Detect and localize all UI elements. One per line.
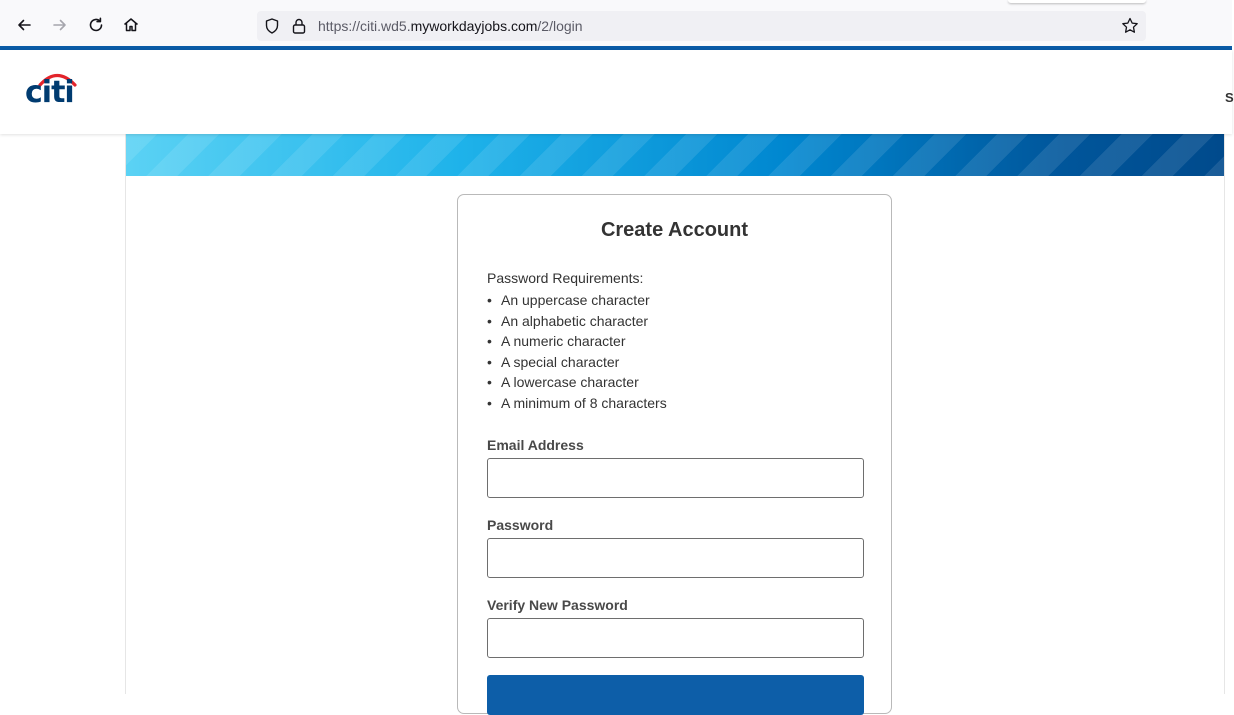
requirement-item: • A minimum of 8 characters (487, 393, 667, 414)
card-title: Create Account (600, 219, 749, 241)
hero-banner (126, 134, 1224, 176)
password-requirements-list (487, 290, 667, 413)
create-account-card (457, 194, 892, 714)
url-path: /2/login (537, 18, 583, 34)
lock-icon[interactable] (291, 17, 307, 35)
email-label: Email Address (487, 437, 584, 453)
email-field[interactable] (487, 458, 864, 498)
create-account-button[interactable] (487, 675, 864, 715)
requirement-item: • An alphabetic character (487, 311, 667, 332)
url-domain: myworkdayjobs.com (410, 18, 538, 34)
requirement-item: • A numeric character (487, 331, 667, 352)
back-button[interactable] (10, 11, 38, 39)
site-header (0, 50, 1232, 134)
forward-arrow-icon (51, 16, 69, 34)
verify-password-field[interactable] (487, 618, 864, 658)
browser-tab-edge[interactable] (1008, 0, 1146, 3)
bullet-icon: • (487, 394, 492, 411)
back-arrow-icon (15, 16, 33, 34)
header-clipped-link[interactable]: S (1225, 90, 1234, 105)
bookmark-star-icon[interactable] (1120, 16, 1140, 36)
verify-password-label: Verify New Password (487, 597, 628, 613)
url-prefix: https://citi.wd5. (318, 18, 411, 34)
browser-toolbar (0, 0, 1232, 46)
requirement-item: • A lowercase character (487, 372, 667, 393)
address-bar[interactable] (257, 11, 1146, 41)
bullet-icon: • (487, 312, 492, 329)
citi-logo[interactable] (25, 72, 77, 108)
home-button[interactable] (117, 11, 145, 39)
password-requirements-title: Password Requirements: (487, 270, 644, 286)
home-icon (122, 16, 140, 34)
shield-icon[interactable] (263, 17, 281, 35)
bullet-icon: • (487, 292, 492, 308)
logo-wordmark: citi (25, 75, 74, 110)
bullet-icon: • (487, 374, 492, 390)
reload-icon (87, 16, 105, 34)
bullet-icon: • (487, 353, 492, 370)
password-label: Password (487, 517, 554, 533)
forward-button[interactable] (46, 11, 74, 39)
requirement-item: • An uppercase character (487, 290, 667, 311)
url-text[interactable] (318, 18, 583, 34)
password-field[interactable] (487, 538, 864, 578)
bullet-icon: • (487, 333, 492, 349)
requirement-item: • A special character (487, 352, 667, 373)
reload-button[interactable] (82, 11, 110, 39)
